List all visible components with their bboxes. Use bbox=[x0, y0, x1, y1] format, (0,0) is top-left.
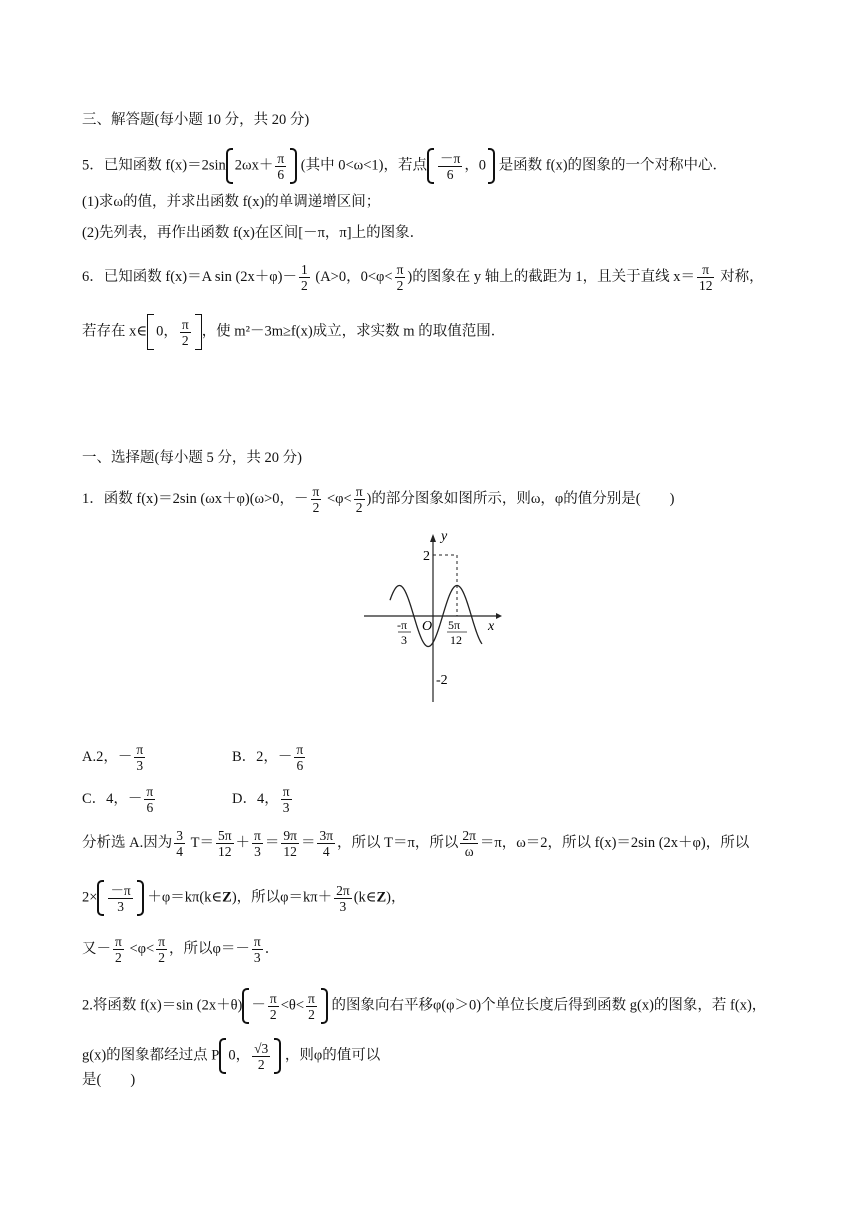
question-5-line-1: 5．已知函数 f(x)＝2sin 2ωx＋ $\frac{\pi}{6}$ (其中 0<ω<1)，若点 $\frac{-\pi}{6}$ ，0 是函数 f(x)的图象的一个对称中心． bbox=[82, 148, 727, 184]
q5-point-frac: $\frac{-\pi}{6}$ bbox=[439, 150, 461, 182]
q6-frac-pi12: $\frac{\pi}{12}$ bbox=[698, 262, 713, 293]
y-axis-arrow bbox=[430, 534, 436, 542]
analysis-line-2: 2× $\frac{-\pi}{3}$ ＋φ＝kπ(k∈Z)，所以φ＝kπ＋ $\frac{2\pi}{3}$ (k∈Z)， bbox=[82, 880, 406, 916]
analysis-line-3: 又－ $\frac{\pi}{2}$ <φ< $\frac{\pi}{2}$ ，所以φ＝－ $\frac{\pi}{3}$ ． bbox=[82, 934, 280, 965]
section-heading-1: 一、选择题(每小题 5 分，共 20 分) bbox=[82, 450, 302, 466]
question-2-line-1: 2.将函数 f(x)＝sin (2x＋θ) － $\frac{\pi}{2}$ <θ< $\frac{\pi}{2}$ 的图象向右平移φ(φ＞0)个单位长度后得到函数 g(x)的图象，若 f(x)， bbox=[82, 988, 766, 1024]
q6-frac-pi2: $\frac{\pi}{2}$ bbox=[396, 262, 404, 293]
option-c[interactable]: C．4，－ $\frac{\pi}{6}$ bbox=[82, 784, 154, 815]
pos-tick-label-num: 5π bbox=[448, 618, 461, 632]
q1-frac-a: $\frac{\pi}{2}$ bbox=[312, 484, 320, 515]
q5-frac: $\frac{\pi}{6}$ bbox=[277, 150, 285, 182]
question-2-line-3: 是( ) bbox=[82, 1072, 136, 1088]
sine-graph-figure bbox=[364, 530, 514, 706]
option-a[interactable]: A.2，－ $\frac{\pi}{3}$ bbox=[82, 742, 144, 773]
question-5-part-2: (2)先列表，再作出函数 f(x)在区间[－π，π]上的图象． bbox=[82, 225, 425, 241]
question-5-part-1: (1)求ω的值，并求出函数 f(x)的单调递增区间； bbox=[82, 194, 381, 210]
question-6-line-1: 6．已知函数 f(x)＝A sin (2x＋φ)－ $\frac{1}{2}$ (A>0，0<φ< $\frac{\pi}{2}$ )的图象在 y 轴上的截距为 1，且关于直线 x＝ $\frac{\pi}{12}$ 对称， bbox=[82, 262, 764, 293]
option-d[interactable]: D．4， $\frac{\pi}{3}$ bbox=[232, 784, 290, 815]
q5-text-c: 是函数 f(x)的图象的一个对称中心． bbox=[498, 157, 728, 174]
neg-tick-label-num: -π bbox=[397, 618, 408, 632]
x-axis-label: x bbox=[488, 619, 495, 634]
q6-frac-half: $\frac{1}{2}$ bbox=[300, 262, 308, 293]
pos-tick-label-den: 12 bbox=[450, 633, 462, 647]
q5-text-a: 5．已知函数 f(x)＝2sin bbox=[82, 157, 226, 174]
q5-arg: 2ωx＋ bbox=[234, 157, 274, 174]
question-2-line-2: g(x)的图象都经过点 P 0， $\frac{√3}{2}$ ，则φ的值可以 bbox=[82, 1038, 380, 1074]
analysis-line-1: 分析选 A.因为 $\frac{3}{4}$ T＝ $\frac{5\pi}{12}$ ＋ $\frac{\pi}{3}$ ＝ $\frac{9\pi}{12}$ ＝ $\frac{3\pi}{4}$ ，所以 T＝π，所以 $\frac{2\pi}{\omega}$ ＝π，ω＝2，所以 f(x)＝2sin (2x＋φ)，所以 bbox=[82, 828, 750, 859]
question-1-line-1: 1．函数 f(x)＝2sin (ωx＋φ)(ω>0，－ $\frac{\pi}{2}$ <φ< $\frac{\pi}{2}$ )的部分图象如图所示，则ω，φ的值分别是( ) bbox=[82, 484, 675, 515]
y-min-label: -2 bbox=[436, 673, 448, 688]
q1-frac-b: $\frac{\pi}{2}$ bbox=[355, 484, 363, 515]
x-axis-arrow bbox=[496, 613, 502, 619]
q5-text-b: (其中 0<ω<1)，若点 bbox=[300, 157, 427, 174]
q6-interval-frac: $\frac{\pi}{2}$ bbox=[181, 316, 189, 348]
y-axis-label: y bbox=[441, 530, 448, 544]
option-b[interactable]: B．2，－ $\frac{\pi}{6}$ bbox=[232, 742, 304, 773]
neg-tick-label-den: 3 bbox=[401, 633, 407, 647]
y-max-label: 2 bbox=[423, 549, 430, 564]
origin-label: O bbox=[422, 619, 433, 634]
question-6-line-2: 若存在 x∈ 0， $\frac{\pi}{2}$ ，使 m²－3m≥f(x)成立，求实数 m 的取值范围． bbox=[82, 314, 505, 350]
section-heading-3: 三、解答题(每小题 10 分，共 20 分) bbox=[82, 112, 310, 128]
